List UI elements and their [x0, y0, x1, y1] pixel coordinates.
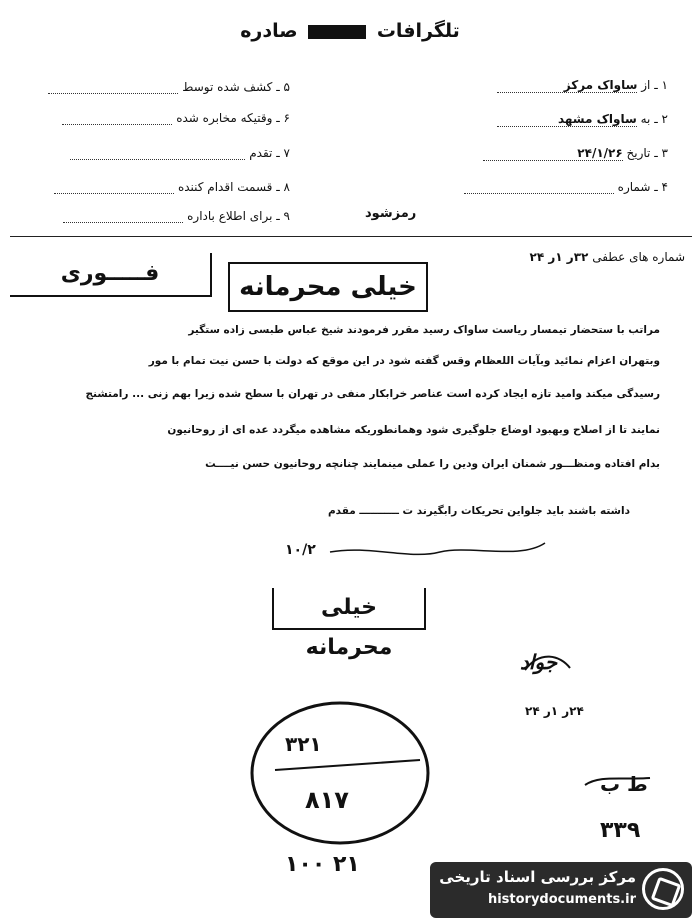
- reference-value: ۳۲ر ۱ر ۲۴: [529, 250, 589, 264]
- cipher-note: رمزشود: [365, 206, 417, 221]
- field-label: ۱ ـ از: [641, 78, 668, 92]
- signature: جواد: [520, 650, 558, 674]
- top-secret-stamp: خیلی محرمانه: [228, 262, 428, 312]
- signature-stroke: [330, 543, 545, 554]
- signature-date: ۲۴ر ۱ر ۲۴: [525, 704, 584, 718]
- watermark-en: historydocuments.ir: [487, 892, 636, 907]
- body-line: مراتب با ستحضار تیمسار ریاست ساواک رسید مقرر فرمودند شیخ عباس طبسی زاده ستگیر: [188, 324, 660, 336]
- field-from-value: ساواک مرکز: [497, 78, 637, 93]
- signature-loop: [525, 657, 570, 670]
- circle-mark: [252, 703, 428, 843]
- field-to-value: ساواک مشهد: [497, 112, 637, 127]
- field-label: ۳ ـ تاریخ: [626, 146, 668, 160]
- field-label: ۸ ـ قسمت اقدام کننده: [177, 180, 290, 194]
- margin-code: ط ب: [600, 772, 648, 796]
- field-label: ۲ ـ به: [640, 112, 668, 126]
- circle-divider: [275, 760, 420, 770]
- body-line: بدام افتاده ومنظـــور شمنان ایران ودین را عملی مینمایند چنانچه روحانیون حسن نیــــت: [205, 458, 660, 470]
- watermark-fa: مرکز بررسی اسناد تاریخی: [439, 868, 636, 886]
- watermark-badge: [430, 862, 692, 918]
- reference-label: شماره های عطفی: [592, 250, 685, 264]
- body-line: رسیدگی میکند وامید تازه ایجاد کرده است عناصر خرابکار منفی در تهران با سطح شده زیرا بهم زنی ... رامتشنج: [85, 388, 660, 400]
- body-line: نمایند تا از اصلاح وبهبود اوضاع جلوگیری شود وهمانطوریکه مشاهده میگردد عده ای از روحانیون: [167, 424, 660, 436]
- top-secret-stamp-bottom: خیلی محرمانه: [272, 588, 426, 630]
- margin-number: ۳۳۹: [600, 818, 641, 843]
- field-label: ۴ ـ شماره: [617, 180, 668, 194]
- archive-logo-icon: [642, 868, 684, 910]
- circle-number-top: ۳۲۱: [285, 732, 322, 756]
- field-label: ۷ ـ تقدم: [249, 146, 290, 160]
- body-line: داشته باشند باید جلواین تحریکات رابگیرند ت ـــــــــــ مقدم: [327, 505, 630, 517]
- title-suffix: صادره: [240, 20, 298, 42]
- urgent-stamp: فـــــوری: [10, 253, 212, 297]
- field-label: ۵ ـ کشف شده توسط: [182, 80, 290, 94]
- field-date-value: ۲۴/۱/۲۶: [483, 146, 623, 161]
- field-label: ۹ ـ برای اطلاع باداره: [187, 209, 290, 223]
- title-prefix: تلگرافات: [376, 20, 460, 42]
- field-label: ۶ ـ وقتیکه مخابره شده: [176, 111, 290, 125]
- bottom-number: ۲۱ ۱۰۰: [285, 852, 360, 877]
- date-mark: ۱۰/۲: [285, 542, 316, 558]
- circle-number-bottom: ۸۱۷: [305, 786, 349, 814]
- body-line: وبتهران اعزام نمائید وبآیات اللعظام وقس گفته شود در این موقع که دولت با حسن نیت تمام با مور: [148, 355, 660, 367]
